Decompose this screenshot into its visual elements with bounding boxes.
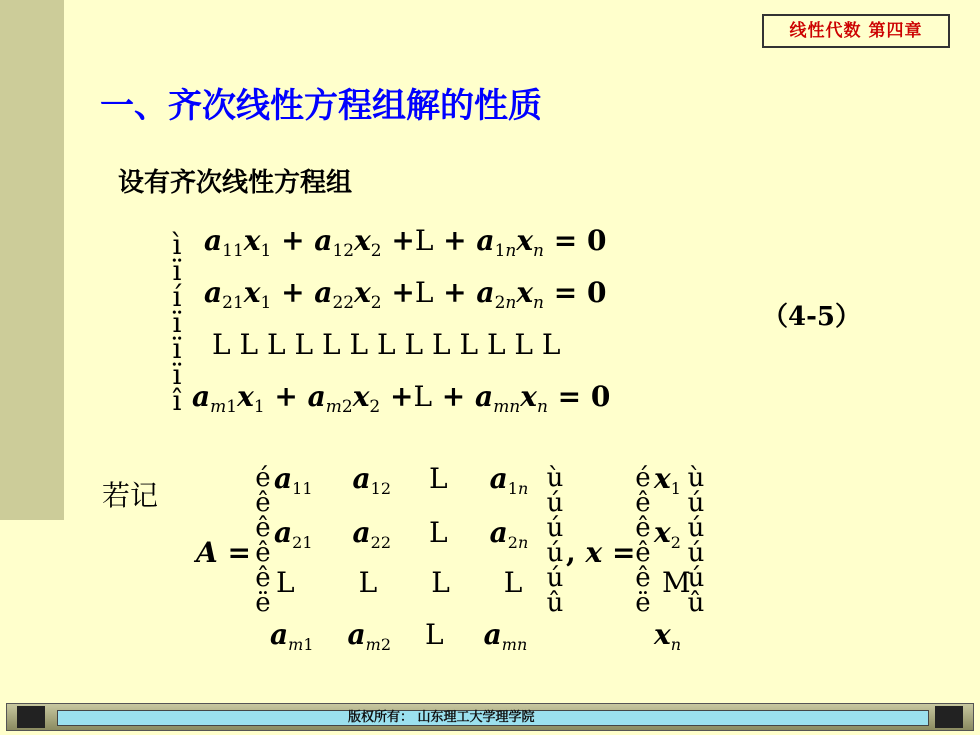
vector-x-2: $x_2$: [654, 516, 681, 552]
matrix-a-label: A =: [196, 536, 251, 569]
footer-bar: [6, 703, 974, 731]
matrix-a-row-dots: L L L L: [276, 566, 523, 599]
footer-inner: [57, 710, 929, 726]
vector-x-vdots: M: [662, 566, 691, 599]
matrix-a-row-2: $a_{21}$ $a_{22}$ L $a_{2n}$: [274, 516, 529, 552]
footer-right-cap: [935, 706, 963, 728]
vector-x-1: $x_1$: [654, 462, 681, 498]
equation-number: （4-5）: [762, 302, 861, 332]
matrix-a-row-1: $a_{11}$ $a_{12}$ L $a_{1n}$: [274, 462, 529, 498]
matrix-a-row-m: $a_{m1}$ $a_{m2}$ L $a_{mn}$: [270, 618, 528, 654]
vector-x-right-bracket: ù ú ú ú ú û: [687, 463, 705, 618]
equation-dots-row: L L L L L L L L L L L L L: [212, 328, 561, 361]
left-decoration-bar: [0, 0, 64, 520]
let-label: 若记: [102, 479, 159, 512]
equation-row-2: $a_{21}x_1 + a_{22}x_2 +L + a_{2n}x_n = 0$: [204, 276, 607, 313]
footer-left-cap: [17, 706, 45, 728]
matrix-a-right-bracket: ù ú ú ú ú û: [546, 463, 564, 618]
system-brace: ì ï í ï ï ï î: [172, 228, 182, 417]
vector-x-left-bracket: é ê ê ê ê ë: [635, 463, 651, 618]
equation-row-1: $a_{11}x_1 + a_{12}x_2 +L + a_{1n}x_n = 0$: [204, 224, 607, 261]
chapter-badge: 线性代数 第四章: [762, 14, 950, 48]
vector-x-label: , x =: [566, 536, 636, 569]
subtitle: 设有齐次线性方程组: [118, 168, 353, 198]
copyright-text: 版权所有： 山东理工大学理学院: [348, 710, 535, 725]
vector-x-n: $x_n$: [654, 618, 682, 654]
page-title: 一、齐次线性方程组解的性质: [100, 86, 542, 126]
equation-row-m: $a_{m1}x_1 + a_{m2}x_2 +L + a_{mn}x_n = 0$: [192, 380, 611, 417]
matrix-a-left-bracket: é ê ê ê ê ë: [255, 463, 271, 618]
